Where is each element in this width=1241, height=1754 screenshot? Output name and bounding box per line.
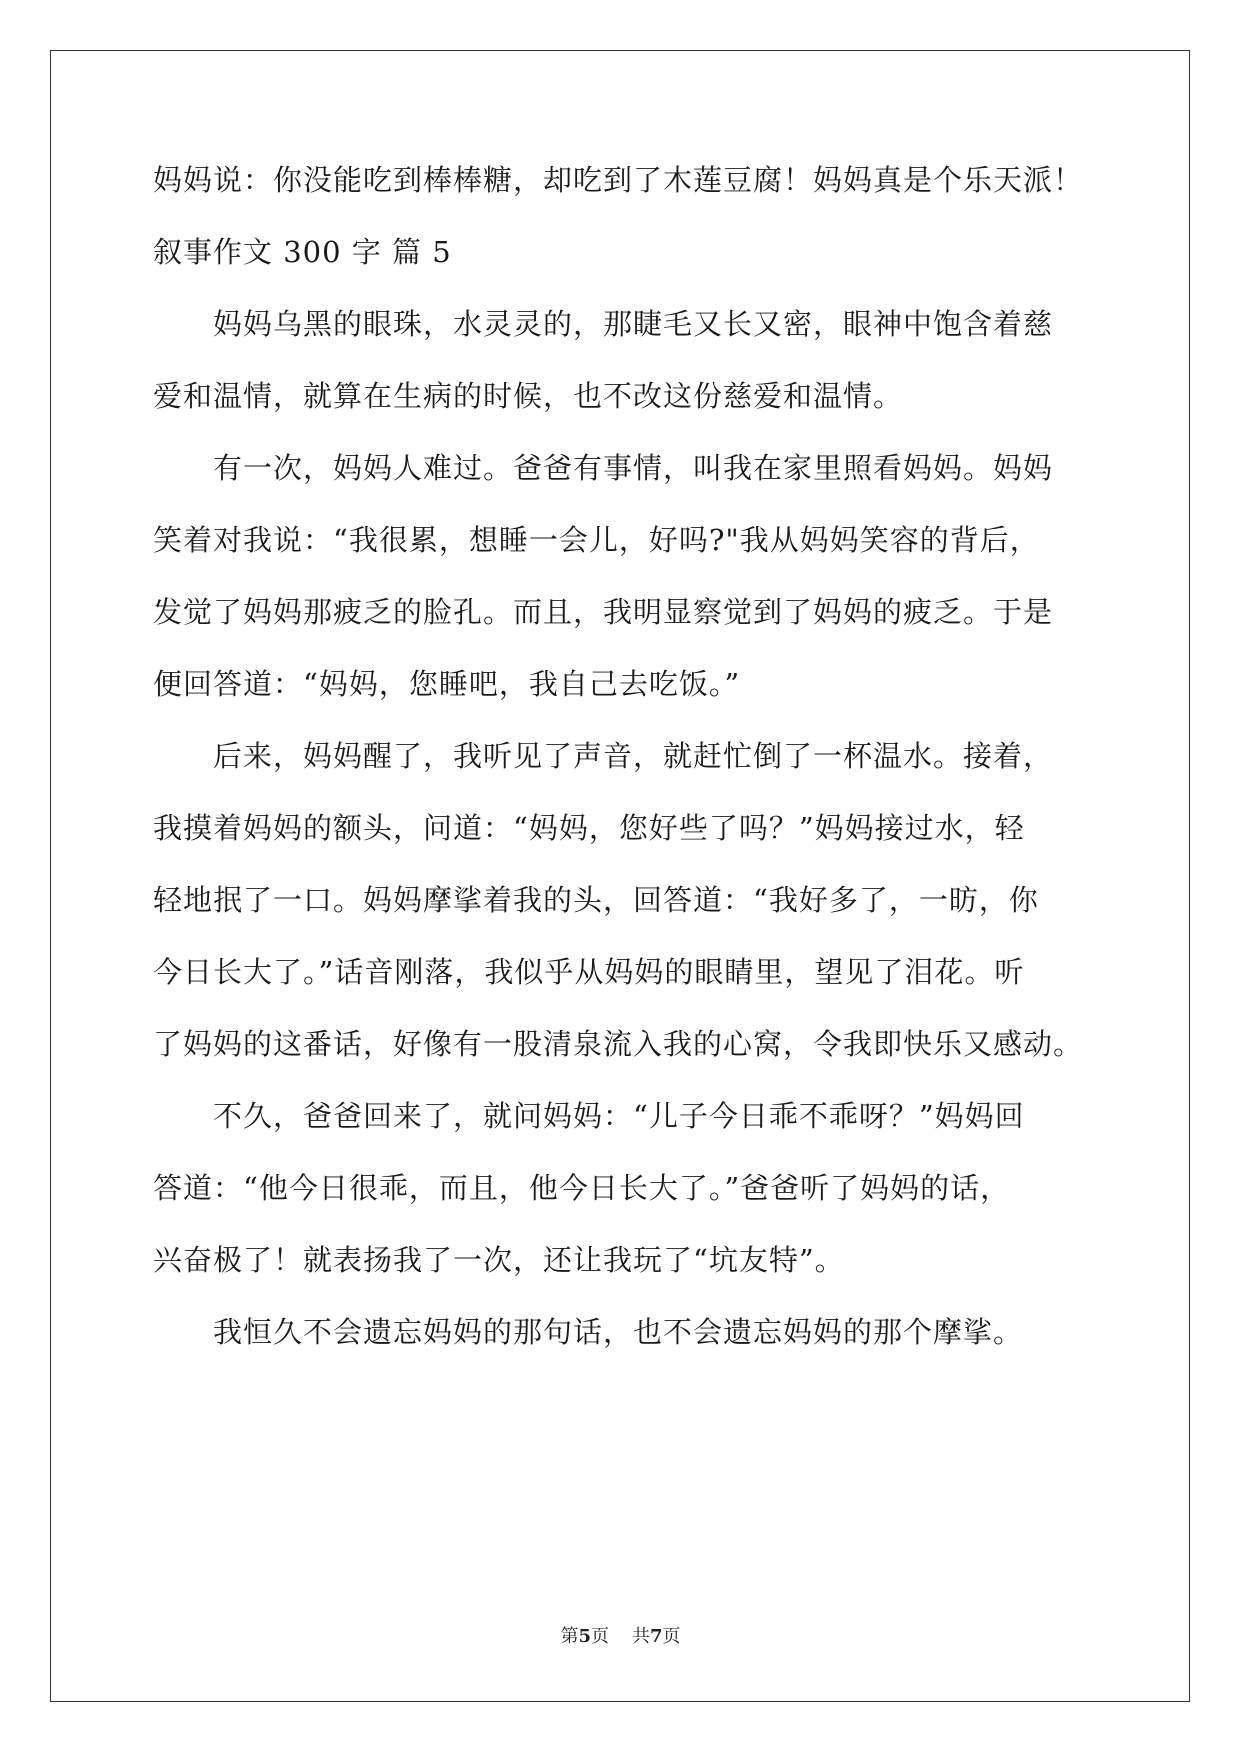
text-line: 后来，妈妈醒了，我听见了声音，就赶忙倒了一杯温水。接着， [213, 739, 1054, 773]
text-line: 了妈妈的这番话，好像有一股清泉流入我的心窝，令我即快乐又感动。 [153, 1027, 1084, 1061]
total-prefix: 共 [631, 1626, 650, 1647]
text-line: 妈妈说：你没能吃到棒棒糖，却吃到了木莲豆腐！妈妈真是个乐天派！ [153, 163, 1084, 197]
page-current: 5 [578, 1626, 592, 1647]
text-line: 我恒久不会遗忘妈妈的那句话，也不会遗忘妈妈的那个摩挲。 [213, 1315, 1024, 1349]
text-line: 轻地抿了一口。妈妈摩挲着我的头，回答道：“我好多了，一昉，你 [153, 883, 1039, 917]
page-prefix: 第 [560, 1626, 579, 1647]
text-line: 妈妈乌黑的眼珠，水灵灵的，那睫毛又长又密，眼神中饱含着慈 [213, 307, 1054, 341]
text-line: 不久，爸爸回来了，就问妈妈：“儿子今日乖不乖呀？”妈妈回 [213, 1099, 1025, 1133]
page-footer [0, 1625, 1241, 1649]
section-heading: 叙事作文 300 字 篇 5 [153, 235, 452, 269]
text-line: 爱和温情，就算在生病的时候，也不改这份慈爱和温情。 [153, 379, 904, 413]
text-line: 有一次，妈妈人难过。爸爸有事情，叫我在家里照看妈妈。妈妈 [213, 451, 1054, 485]
text-line: 兴奋极了！就表扬我了一次，还让我玩了“坑友特”。 [153, 1243, 845, 1277]
text-line: 笑着对我说：“我很累，想睡一会儿，好吗?"我从妈妈笑容的背后， [153, 523, 1040, 557]
text-line: 我摸着妈妈的额头，问道：“妈妈，您好些了吗？”妈妈接过水，轻 [153, 811, 1025, 845]
page-total: 7 [649, 1626, 663, 1647]
text-line: 答道：“他今日很乖，而且，他今日长大了。”爸爸听了妈妈的话， [153, 1171, 1011, 1205]
page-border [50, 50, 1190, 1702]
text-line: 今日长大了。”话音刚落，我似乎从妈妈的眼睛里，望见了泪花。听 [153, 955, 1025, 989]
text-line: 发觉了妈妈那疲乏的脸孔。而且，我明显察觉到了妈妈的疲乏。于是 [153, 595, 1054, 629]
text-line: 便回答道：“妈妈，您睡吧，我自己去吃饭。” [153, 667, 741, 701]
total-suffix: 页 [662, 1626, 681, 1647]
page-suffix: 页 [591, 1626, 610, 1647]
